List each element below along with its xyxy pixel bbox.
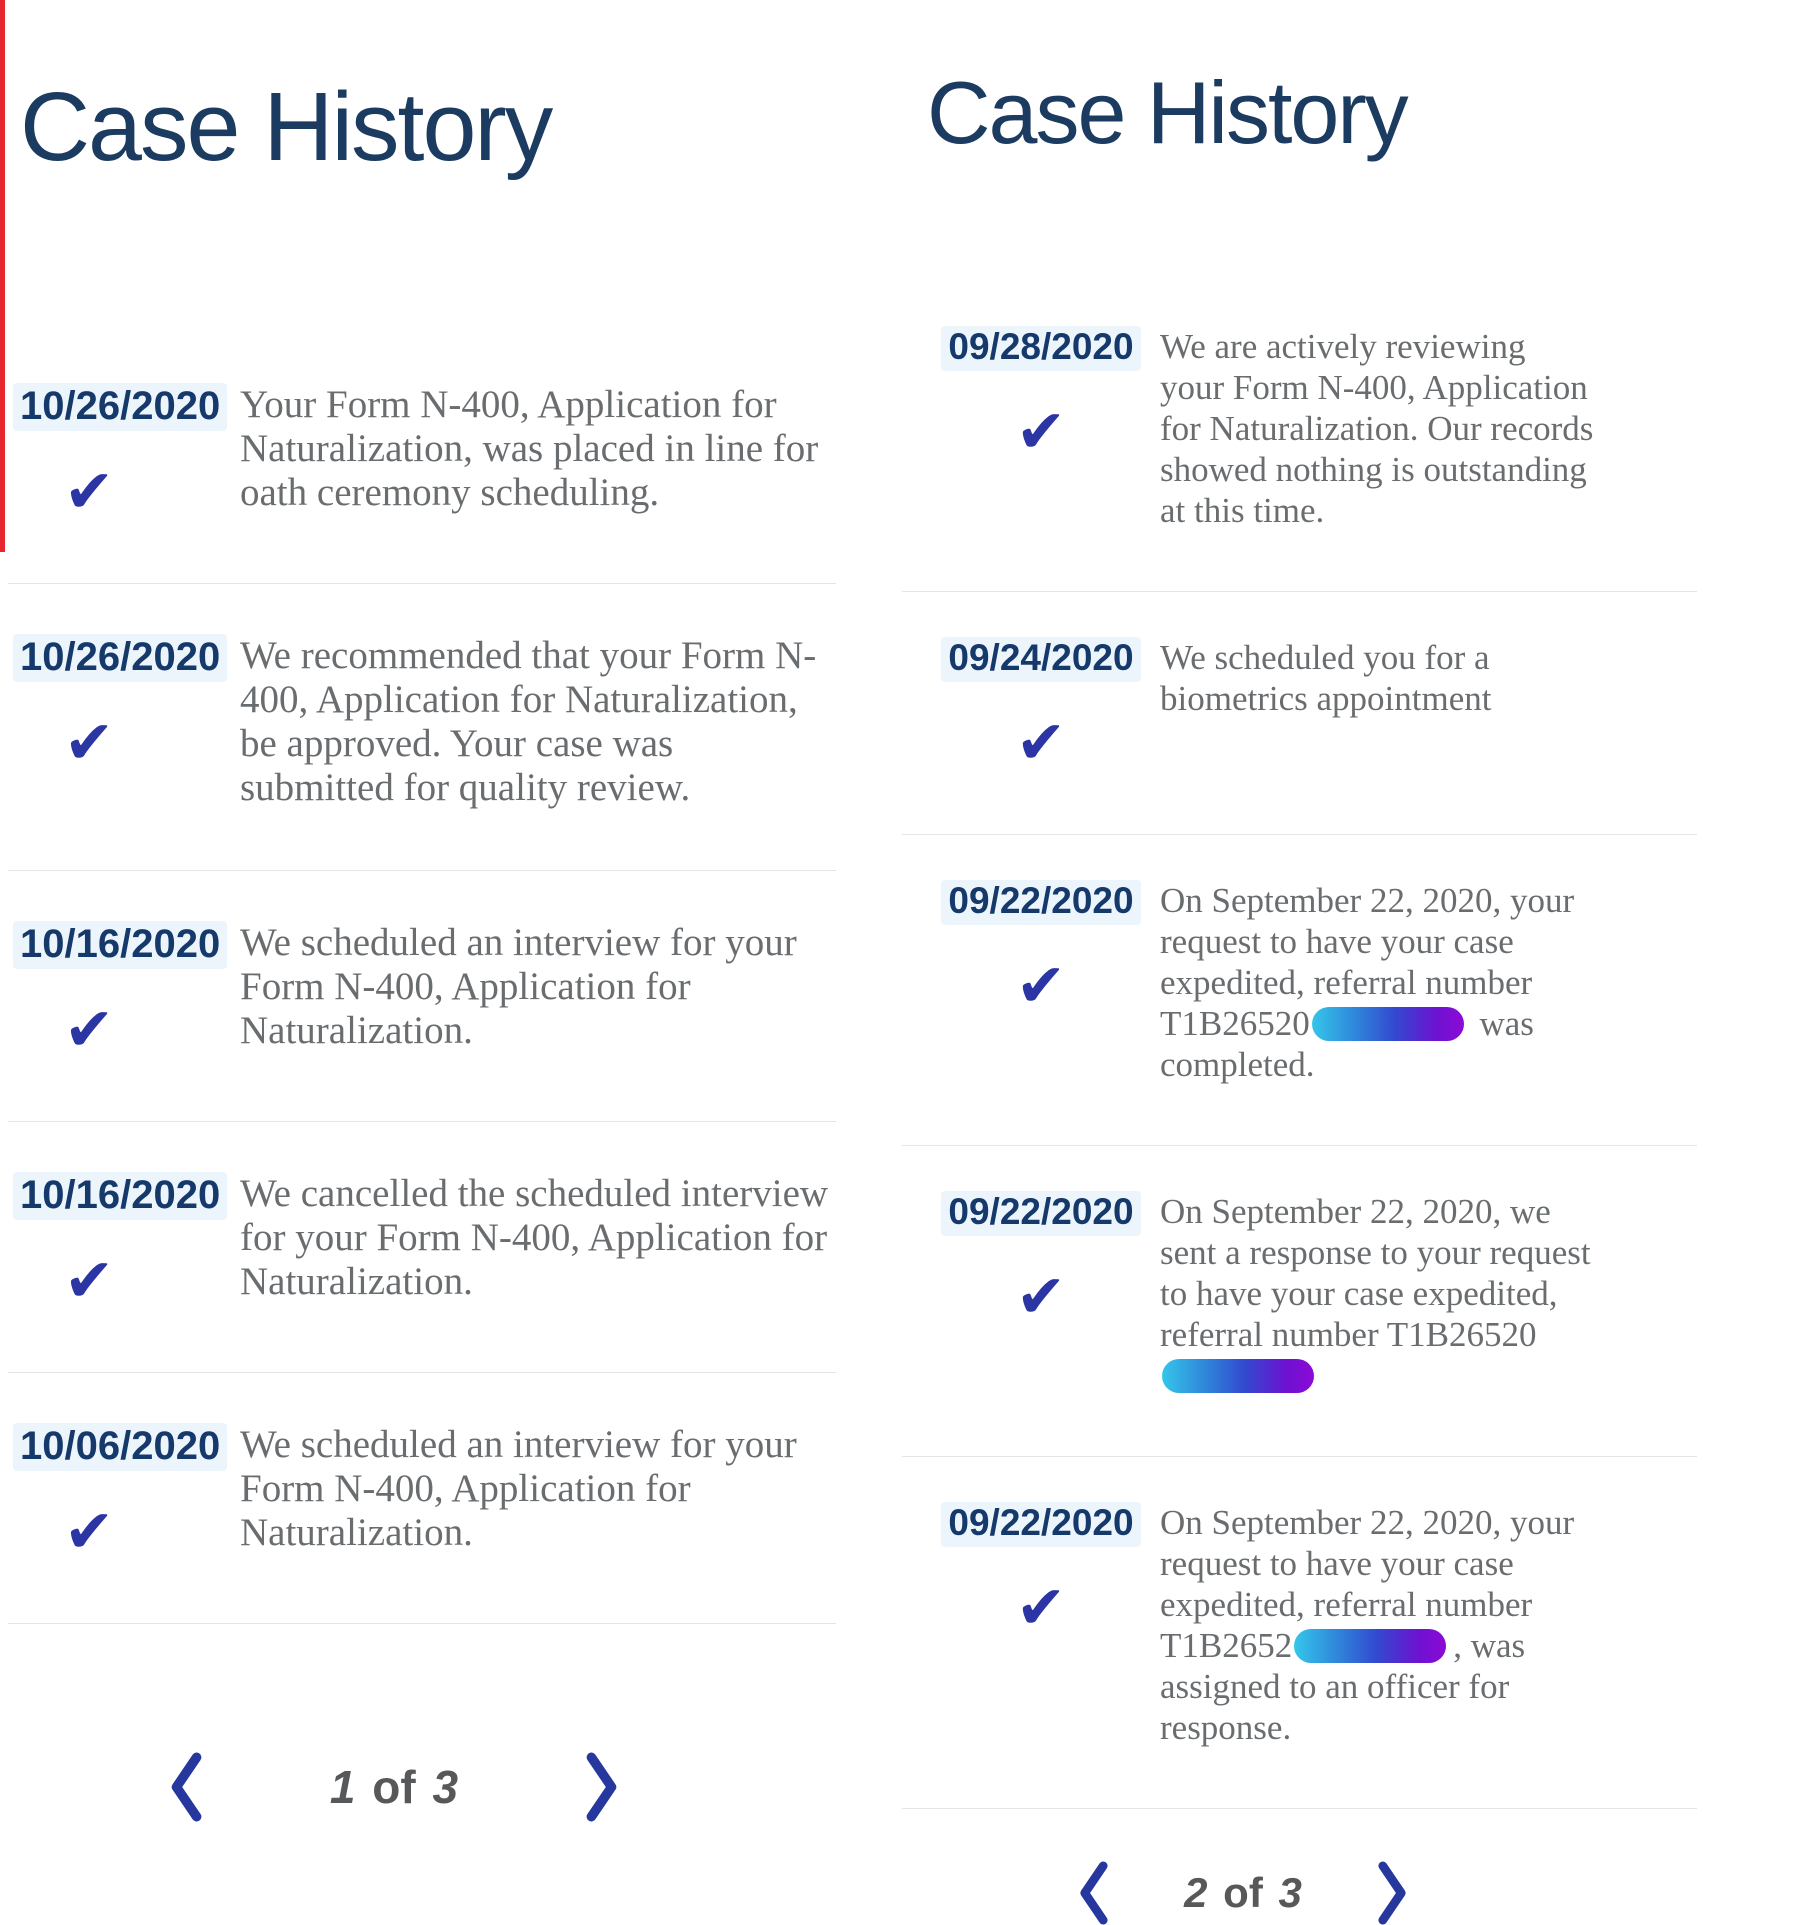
entry-text: We scheduled an interview for your Form N-400, Application for Naturalization. — [240, 1422, 797, 1554]
page-indicator — [1184, 1869, 1302, 1917]
checkmark-icon: ✔ — [64, 1496, 115, 1567]
entry-date: 09/22/2020 — [941, 1502, 1140, 1547]
entry-date: 09/22/2020 — [941, 880, 1140, 925]
case-history-entry — [902, 835, 1697, 1146]
checkmark-icon: ✔ — [64, 994, 115, 1065]
checkmark-icon: ✔ — [64, 1245, 115, 1316]
entry-text: We are actively reviewing your Form N-400, Application for Naturalization. Our records showed nothing is outstanding at this time. — [1160, 326, 1594, 530]
entry-text-after: , was assigned to an officer for response. — [1160, 1625, 1526, 1747]
entry-text-after: was completed. — [1160, 1003, 1534, 1084]
entry-text — [1160, 880, 1594, 1085]
page-indicator — [330, 1760, 458, 1814]
previous-page-button[interactable] — [168, 1752, 204, 1822]
pagination — [168, 1752, 620, 1822]
case-history-entry — [902, 281, 1697, 592]
entry-date-column — [948, 636, 1134, 778]
screen-edge-red-strip — [0, 0, 5, 552]
case-history-entry — [8, 871, 836, 1122]
entry-text: We scheduled you for a biometrics appointment — [1160, 637, 1492, 718]
entry-text — [1160, 1191, 1594, 1396]
case-history-entry — [902, 592, 1697, 835]
chevron-left-icon — [1077, 1861, 1110, 1925]
checkmark-icon: ✔ — [1015, 707, 1067, 778]
redacted-referral-pill — [1162, 1359, 1314, 1393]
case-history-entry — [8, 333, 836, 584]
page-separator: of — [372, 1760, 416, 1813]
entry-text: We scheduled an interview for your Form N-400, Application for Naturalization. — [240, 920, 797, 1052]
entry-date-column — [948, 1501, 1134, 1748]
case-history-entry — [8, 1122, 836, 1373]
entry-date: 09/22/2020 — [941, 1191, 1140, 1236]
entry-text-before: On September 22, 2020, your request to have your case expedited, referral number T1B26520 — [1160, 880, 1575, 1043]
entry-date: 10/26/2020 — [13, 383, 227, 431]
entry-date: 09/28/2020 — [941, 326, 1140, 371]
next-page-button[interactable] — [1376, 1861, 1409, 1925]
entry-text: We cancelled the scheduled interview for your Form N-400, Application for Naturalization. — [240, 1171, 829, 1303]
checkmark-icon: ✔ — [64, 456, 115, 527]
entry-date-column — [20, 634, 221, 810]
entry-date-column — [20, 383, 221, 527]
entry-text-before: On September 22, 2020, we sent a response to your request to have your case expedited, referral number T1B26520 — [1160, 1191, 1591, 1354]
case-history-panel-right — [852, 0, 1800, 1916]
chevron-left-icon — [168, 1752, 204, 1822]
redacted-referral-pill — [1312, 1007, 1464, 1041]
case-history-list — [902, 281, 1697, 1809]
case-history-entry — [902, 1146, 1697, 1457]
entry-text — [1160, 1502, 1594, 1748]
pagination — [1077, 1861, 1409, 1925]
checkmark-icon: ✔ — [1015, 950, 1067, 1021]
case-history-entry — [8, 1373, 836, 1624]
case-history-entry — [902, 1457, 1697, 1809]
checkmark-icon: ✔ — [1015, 1572, 1067, 1643]
page-title: Case History — [927, 62, 1407, 162]
entry-date: 10/16/2020 — [13, 921, 227, 969]
entry-date-column — [20, 1423, 221, 1567]
next-page-button[interactable] — [584, 1752, 620, 1822]
page-total: 3 — [1278, 1868, 1302, 1916]
entry-text-before: On September 22, 2020, your request to have your case expedited, referral number T1B2652 — [1160, 1502, 1575, 1665]
case-history-list — [20, 333, 836, 1624]
entry-date-column — [948, 325, 1134, 531]
entry-text: Your Form N-400, Application for Naturalization, was placed in line for oath ceremony scheduling. — [240, 382, 819, 514]
case-history-panel-left — [0, 0, 852, 1813]
chevron-right-icon — [1376, 1861, 1409, 1925]
checkmark-icon: ✔ — [1015, 396, 1067, 467]
page-separator: of — [1223, 1868, 1263, 1916]
previous-page-button[interactable] — [1077, 1861, 1110, 1925]
entry-date-column — [948, 879, 1134, 1085]
page-total: 3 — [432, 1760, 459, 1813]
entry-text: We recommended that your Form N-400, Application for Naturalization, be approved. Your case was submitted for quality review. — [240, 633, 817, 809]
entry-date: 10/06/2020 — [13, 1423, 227, 1471]
entry-date-column — [20, 1172, 221, 1316]
page-current: 1 — [329, 1760, 356, 1813]
checkmark-icon: ✔ — [1015, 1261, 1067, 1332]
page-current: 2 — [1184, 1868, 1208, 1916]
entry-date: 10/16/2020 — [13, 1172, 227, 1220]
entry-date: 09/24/2020 — [941, 637, 1140, 682]
entry-date: 10/26/2020 — [13, 634, 227, 682]
case-history-entry — [8, 584, 836, 871]
entry-date-column — [948, 1190, 1134, 1396]
entry-date-column — [20, 921, 221, 1065]
checkmark-icon: ✔ — [64, 707, 115, 778]
page-title: Case History — [20, 71, 552, 181]
redacted-referral-pill — [1294, 1629, 1446, 1663]
chevron-right-icon — [584, 1752, 620, 1822]
